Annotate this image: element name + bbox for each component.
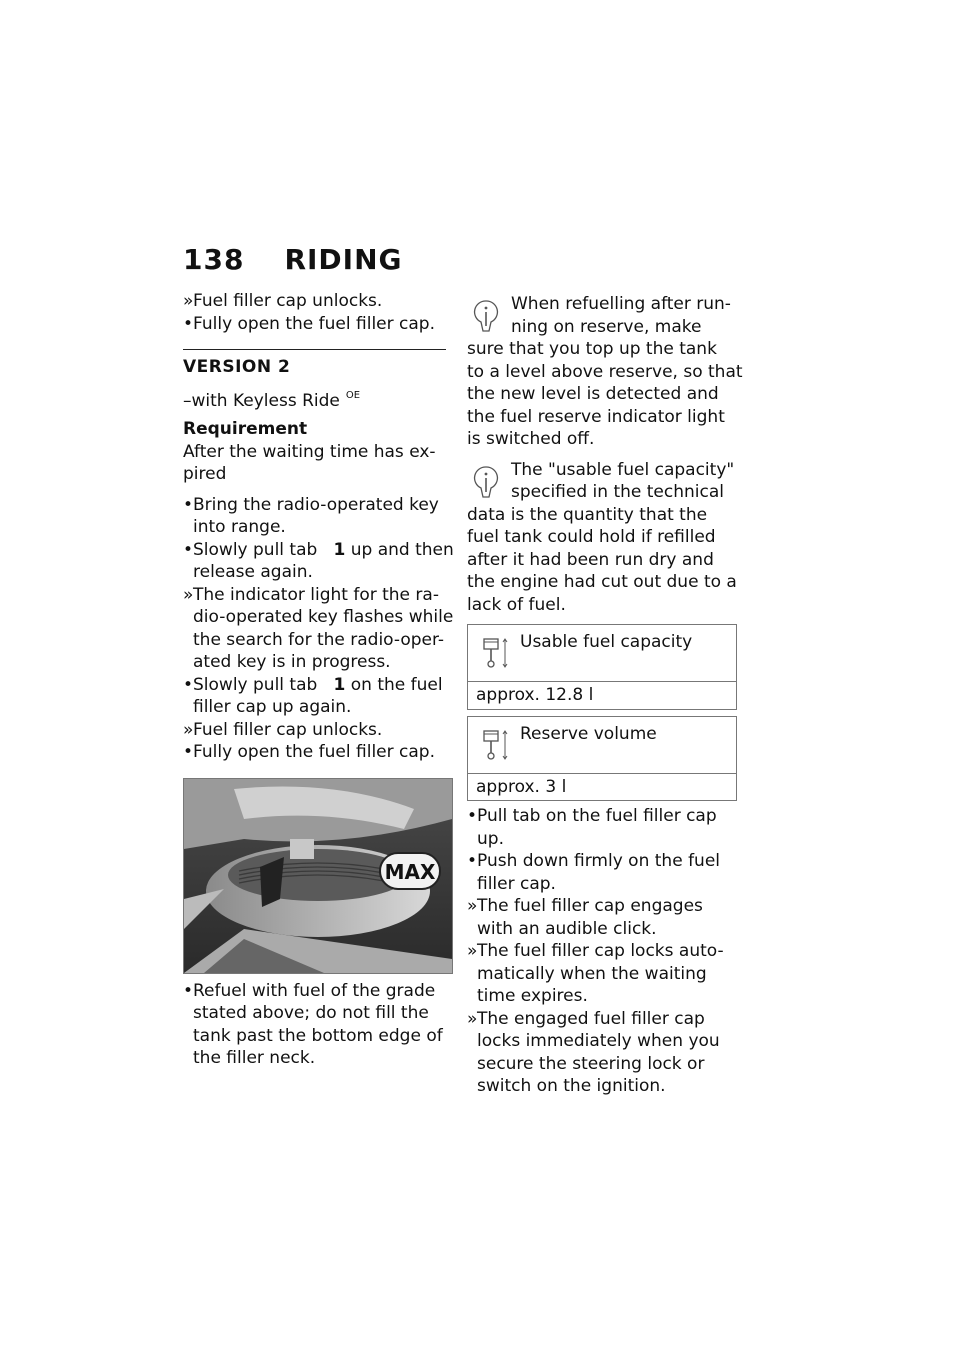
list-item-cont: filler cap up again.	[193, 697, 352, 717]
max-marking: MAX	[384, 859, 436, 884]
requirement-text: pired	[183, 464, 227, 484]
page-title: RIDING	[284, 243, 403, 276]
list-item-cont: release again.	[193, 562, 313, 582]
section-heading: VERSION 2	[183, 349, 446, 379]
list-item: » The indicator light for the ra-	[183, 584, 439, 605]
list-item-cont: ated key is in progress.	[193, 652, 391, 672]
steps-list	[183, 494, 454, 764]
spec-value: approx. 12.8 l	[476, 685, 594, 705]
filler-neck-photo	[183, 778, 453, 974]
spec-reserve-volume	[467, 716, 737, 802]
list-item: » The engaged fuel filler cap	[467, 1008, 705, 1029]
list-item-cont: stated above; do not fill the	[193, 1003, 429, 1023]
list-item-cont: matically when the waiting	[477, 963, 707, 984]
info-text: to a level above reserve, so that	[467, 361, 743, 382]
list-item: • Slowly pull tab 1 up and then	[183, 539, 454, 560]
requirement-heading: Requirement	[183, 419, 308, 439]
spec-value: approx. 3 l	[476, 776, 567, 797]
spec-usable-fuel-capacity	[467, 624, 737, 710]
list-item-cont: dio-operated key flashes while	[193, 607, 454, 627]
list-item: » The fuel filler cap engages	[467, 896, 703, 916]
list-item: • Bring the radio-operated key	[183, 494, 439, 515]
info-text: ning on reserve, make	[511, 316, 702, 337]
list-item-cont: time expires.	[477, 986, 588, 1006]
info-text: the new level is detected and	[467, 384, 719, 404]
info-text: When refuelling after run-	[511, 294, 731, 314]
requirement-text: After the waiting time has ex-	[183, 441, 436, 462]
list-item: • Fully open the fuel filler cap.	[183, 742, 435, 762]
list-item: » Fuel filler cap unlocks.	[183, 291, 383, 311]
right-column	[467, 293, 743, 1098]
list-item-cont: the filler neck.	[193, 1048, 316, 1068]
list-item: » Fuel filler cap unlocks.	[183, 719, 383, 740]
list-item: » The fuel filler cap locks auto-	[467, 941, 724, 961]
list-item-cont: filler cap.	[477, 873, 556, 894]
info-text: after it had been run dry and	[467, 549, 714, 570]
list-item-cont: into range.	[193, 517, 286, 537]
piston-icon	[480, 727, 510, 761]
info-text: the fuel reserve indicator light	[467, 406, 725, 427]
info-text: data is the quantity that the	[467, 504, 708, 525]
spec-label: Reserve volume	[520, 723, 657, 744]
list-item-cont: with an audible click.	[477, 918, 657, 939]
info-text: The "usable fuel capacity"	[511, 459, 735, 480]
list-item-cont: tank past the bottom edge of	[193, 1025, 443, 1046]
page-header	[183, 243, 403, 276]
steps-list	[467, 805, 739, 1098]
left-column	[183, 290, 454, 1070]
piston-icon	[480, 635, 510, 669]
spec-label: Usable fuel capacity	[520, 632, 693, 652]
info-note	[467, 293, 743, 451]
list-item: • Slowly pull tab 1 on the fuel	[183, 674, 443, 695]
list-item-cont: switch on the ignition.	[477, 1076, 666, 1096]
info-text: the engine had cut out due to a	[467, 572, 737, 592]
list-item: • Push down firmly on the fuel	[467, 851, 721, 871]
list-item-cont: the search for the radio-oper-	[193, 629, 445, 650]
info-note	[467, 459, 739, 617]
info-text: lack of fuel.	[467, 594, 566, 615]
info-text: specified in the technical	[511, 482, 724, 502]
info-text: sure that you top up the tank	[467, 339, 717, 359]
list-item: • Fully open the fuel filler cap.	[183, 313, 435, 334]
page-number: 138	[183, 243, 245, 276]
list-item: • Pull tab on the fuel filler cap	[467, 806, 717, 826]
list-item-cont: up.	[477, 828, 504, 849]
list-item-cont: locks immediately when you	[477, 1031, 720, 1051]
info-text: is switched off.	[467, 429, 595, 449]
variant-note: –with Keyless Ride $^{OE}$	[183, 389, 361, 411]
list-item: • Refuel with fuel of the grade	[183, 980, 436, 1001]
info-text: fuel tank could hold if refilled	[467, 527, 716, 547]
list-item-cont: secure the steering lock or	[477, 1053, 705, 1074]
